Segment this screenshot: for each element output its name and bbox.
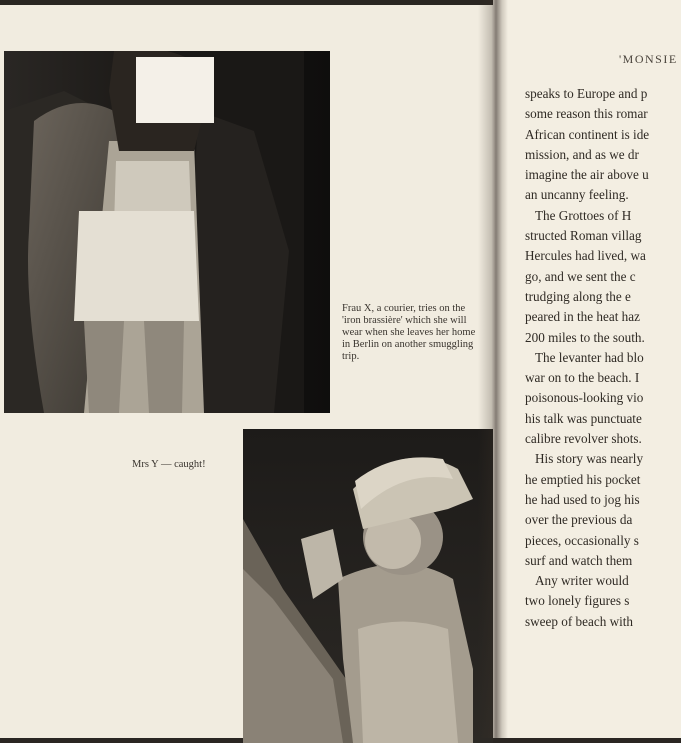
photo-mrs-y xyxy=(243,429,493,743)
text-line: speaks to Europe and p xyxy=(525,86,648,101)
photo-courier-image xyxy=(4,51,330,413)
text-line: African continent is ide xyxy=(525,126,650,142)
left-page xyxy=(0,5,493,738)
text-line: calibre revolver shots. xyxy=(525,431,642,447)
text-line: he had used to jog his xyxy=(525,491,640,507)
photo-courier xyxy=(4,51,330,413)
text-line: structed Roman villag xyxy=(525,228,642,244)
text-line: surf and watch them xyxy=(525,552,633,568)
text-line: an uncanny feeling. xyxy=(525,187,629,203)
text-line: pieces, occasionally s xyxy=(525,532,639,548)
text-line: The levanter had blo xyxy=(535,349,644,365)
caption-mrs-y: Mrs Y — caught! xyxy=(132,459,206,470)
text-line: Any writer would xyxy=(535,573,629,589)
text-line: Hercules had lived, wa xyxy=(525,248,646,264)
photo-mrs-y-image xyxy=(243,429,493,743)
text-line: two lonely figures s xyxy=(525,593,630,609)
text-line: his talk was punctuate xyxy=(525,410,642,426)
book-gutter xyxy=(478,0,508,738)
text-line: over the previous da xyxy=(525,512,633,528)
text-line: some reason this romar xyxy=(525,106,648,122)
text-line: he emptied his pocket xyxy=(525,471,641,487)
body-text xyxy=(525,84,681,632)
text-line: trudging along the e xyxy=(525,288,631,304)
text-line: poisonous-looking vio xyxy=(525,390,644,406)
text-line: imagine the air above u xyxy=(525,167,649,183)
right-page xyxy=(493,0,681,738)
text-line: mission, and as we dr xyxy=(525,146,639,162)
text-line: peared in the heat haz xyxy=(525,309,640,325)
text-line: go, and we sent the c xyxy=(525,268,636,284)
running-head: 'MONSIE xyxy=(619,52,678,66)
text-line: His story was nearly xyxy=(535,451,644,467)
text-line: sweep of beach with xyxy=(525,613,634,629)
caption-courier: Frau X, a courier, tries on the 'iron brassière' which she will wear when she leaves her home in Berlin on another smuggling trip. xyxy=(342,303,476,362)
text-line: 200 miles to the south. xyxy=(525,329,645,345)
text-line: war on to the beach. I xyxy=(525,370,640,386)
text-line: The Grottoes of H xyxy=(535,207,632,223)
